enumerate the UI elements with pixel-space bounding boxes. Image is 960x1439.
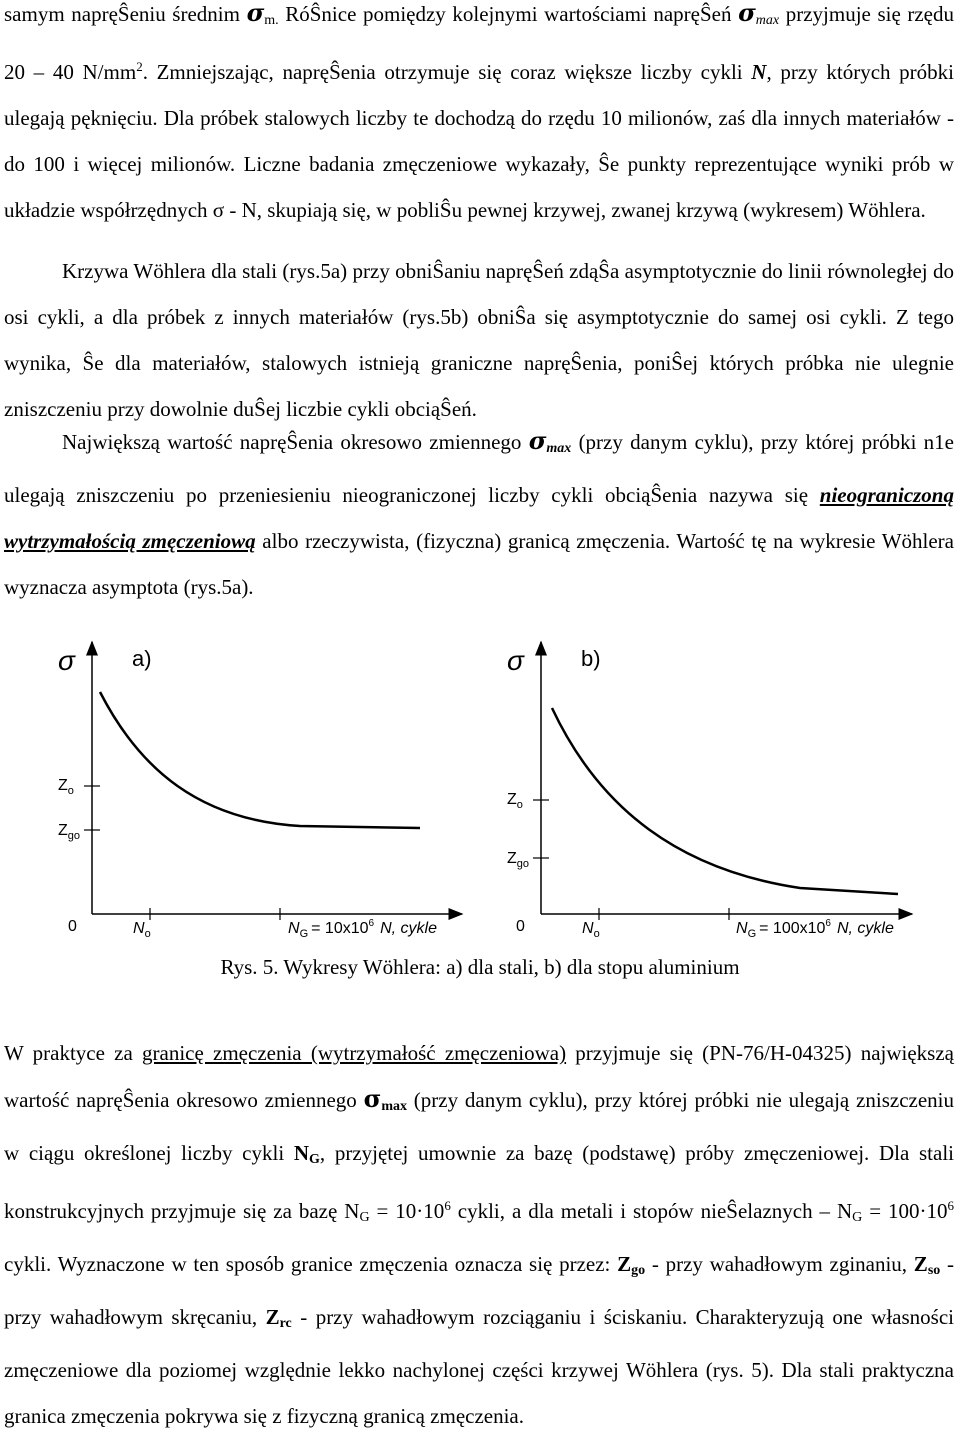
text: (przy danym cyklu), przy której próbki nie ulegają zniszczeniu w ciągu określonej liczby cykli [4, 1088, 954, 1165]
superscript: 6 [947, 1198, 954, 1213]
underlined-term: granicę zmęczenia (wytrzymałość zmęczeniowa) [142, 1041, 567, 1065]
ng-label: $N_G = 10x10^6$ N, cykle [288, 918, 437, 940]
figure-caption: Rys. 5. Wykresy Wöhlera: a) dla stali, b) dla stopu aluminium [220, 955, 740, 979]
sigma-symbol: σ [246, 0, 265, 27]
subscript: G [852, 1210, 863, 1225]
subscript: max [546, 441, 572, 456]
wohler-curve [552, 708, 898, 894]
zo-label: $Z_o$ [507, 791, 523, 811]
paragraph-2: Krzywa Wöhlera dla stali (rys.5a) przy obniŜaniu napręŜeń zdąŜa asymptotycznie do linii równoległej do osi cykli, a dla próbek z innych materiałów (rys.5b) obniŜa się asymptotycznie do samej osi cykli. Z tego wynika, Ŝe dla materiałów, stalowych istnieją graniczne napręŜenia, poniŜej których próbka nie ulegnie zniszczeniu przy dowolnie duŜej liczbie cykli obciąŜeń. [4, 259, 954, 421]
text: , przyjętej umownie za bazę (podstawę) próby zmęczeniowej. Dla stali konstrukcyjnych przyjmuje się za bazę N [4, 1141, 954, 1223]
zo-label: $Z_o$ [58, 777, 74, 797]
origin-label: 0 [516, 918, 525, 935]
ng-label: $N_G = 100x10^6$ N, cykle [736, 918, 894, 940]
paragraph-1 [4, 0, 954, 233]
panel-label: b) [581, 646, 601, 671]
key-term: nieograniczoną wytrzymałością zmęczeniową [4, 483, 954, 553]
text: , przy których próbki ulegają pęknięciu. Dla próbek stalowych liczby te dochodzą do rzędu 10 milionów, zaś dla innych materiałów - do 100 i więcej milionów. Liczne badania zmęczeniowe wykazały, Ŝe punkty reprezentujące wyniki prób w układzie współrzędnych σ - N, skupiają się, w pobliŜu pewnej krzywej, zwanej krzywą (wykresem) Wöhlera. [4, 60, 955, 222]
superscript: 2 [136, 59, 143, 74]
wohler-figure [0, 630, 960, 950]
subscript: max [755, 13, 780, 28]
chart-b [507, 642, 912, 940]
text: RóŜnice pomiędzy kolejnymi wartościami napręŜeń [278, 2, 739, 26]
sigma-axis-label: σ [507, 645, 524, 676]
no-label: $N_o$ [582, 920, 600, 940]
subscript: go [631, 1263, 646, 1278]
sigma-symbol: σ [528, 426, 547, 455]
subscript: G [309, 1152, 320, 1167]
subscript: rc [279, 1316, 292, 1331]
text: - przy wahadłowym skręcaniu, [4, 1252, 954, 1329]
origin-label: 0 [68, 918, 77, 935]
zgo-label: $Z_{go}$ [58, 822, 81, 842]
text: = 10·10 [369, 1199, 445, 1223]
zgo-label: $Z_{go}$ [507, 850, 530, 870]
paragraph-4 [4, 1030, 954, 1439]
text: Największą wartość napręŜenia okresowo zmiennego [62, 430, 529, 454]
text: cykli, a dla metali i stopów nieŜelaznych – N [450, 1199, 853, 1223]
chart-a [58, 642, 462, 940]
text: przyjmuje się (PN-76/H-04325) największą wartość napręŜenia okresowo zmiennego [4, 1041, 954, 1112]
text: W praktyce za [4, 1041, 143, 1065]
subscript: max [381, 1099, 407, 1114]
text: - przy wahadłowym zginaniu, [645, 1252, 914, 1276]
sigma-symbol: σ [738, 0, 756, 27]
text: cykli. Wyznaczone w ten sposób granice zmęczenia oznacza się przez: [4, 1252, 618, 1276]
subscript: G [359, 1210, 370, 1225]
text: . Zmniejszając, napręŜenia otrzymuje się coraz większe liczby cykli [142, 60, 752, 84]
zso-symbol: Z [913, 1252, 928, 1276]
paragraph-3 [4, 418, 954, 610]
ng-symbol: N [293, 1141, 310, 1165]
text: = 100·10 [862, 1199, 948, 1223]
subscript: m. [264, 13, 279, 28]
n-symbol: N [751, 60, 767, 84]
text: - przy wahadłowym rozciąganiu i ściskaniu. Charakteryzują one własności zmęczeniowe dla poziomej względnie lekko nachylonej części krzywej Wöhlera (rys. 5). Dla stali praktyczna granica zmęczenia pokrywa się z fizyczną granicą zmęczenia. [4, 1305, 954, 1428]
superscript: 6 [444, 1198, 451, 1213]
panel-label: a) [132, 646, 152, 671]
subscript: so [927, 1263, 941, 1278]
sigma-axis-label: σ [58, 645, 75, 676]
zgo-symbol: Z [617, 1252, 632, 1276]
text: samym napręŜeniu średnim [4, 2, 247, 26]
sigma-symbol: σ [363, 1084, 382, 1113]
text: albo rzeczywista, (fizyczna) granicą zmęczenia. Wartość tę na wykresie Wöhlera wyznacza asymptota (rys.5a). [4, 529, 954, 599]
text: przyjmuje się rzędu 20 – 40 N/mm [4, 2, 954, 84]
wohler-curve [100, 692, 420, 828]
text: (przy danym cyklu), przy której próbki n1e ulegają zniszczeniu po przeniesieniu nieograniczonej liczby cykli obciąŜenia nazywa się [4, 430, 954, 507]
no-label: $N_o$ [133, 920, 151, 940]
zrc-symbol: Z [265, 1305, 280, 1329]
